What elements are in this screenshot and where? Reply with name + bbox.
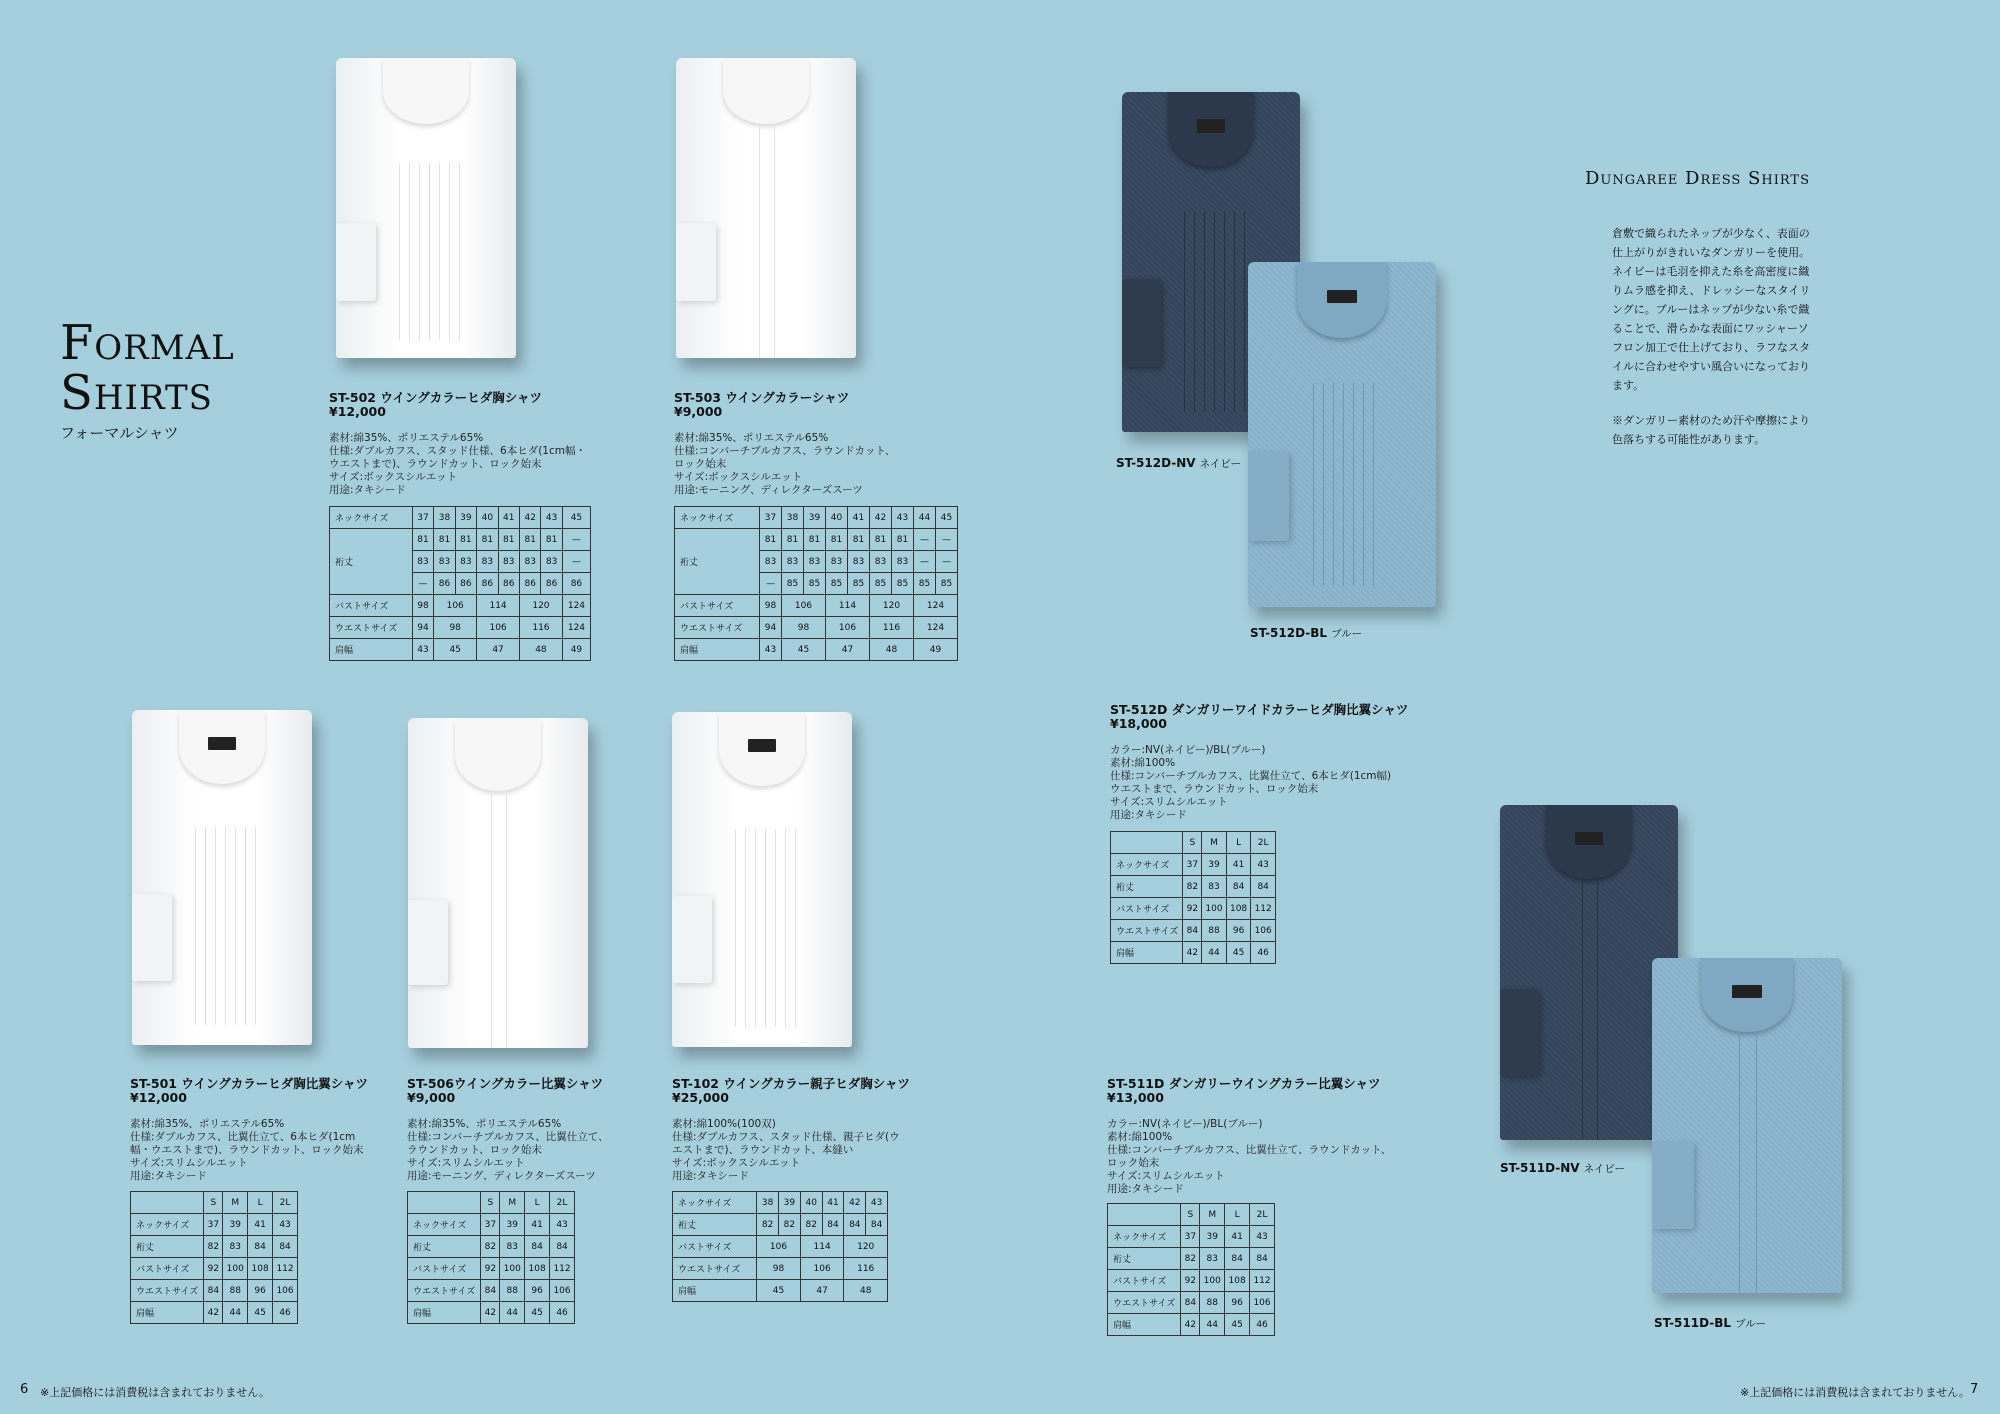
product-name: ST-501 ウイングカラーヒダ胸比翼シャツ — [130, 1076, 368, 1091]
shirt-image-st503 — [676, 58, 856, 358]
shirt-image-st102 — [672, 712, 852, 1047]
size-table-st501: S M L 2L ネックサイズ 37 39 41 43 裄丈 82 83 84 84 バストサイズ 92 100 108 112 ウエストサイズ 84 88 96 106 肩幅 42 44 45 46 — [130, 1191, 298, 1324]
product-price: ¥18,000 — [1110, 716, 1167, 731]
dungaree-title: Dungaree Dress Shirts — [1585, 168, 1810, 189]
size-table-st102: ネックサイズ 38 39 40 41 42 43 裄丈 82 82 82 84 84 84 バストサイズ 106 114 120 ウエストサイズ 98 106 116 肩幅 45 47 48 — [672, 1191, 888, 1302]
dungaree-description: 倉敷で織られたネップが少なく、表面の仕上がりがきれいなダンガリーを使用。ネイビーは毛羽を抑えた糸を高密度に織りムラ感を抑え、ドレッシーなスタイリングに。ブルーはネップが少ない糸で織ることで、滑らかな表面にワッシャーソフロン加工で仕上げており、ラフなスタイルに合わせやすい風合いになっております。 ※ダンガリー素材のため汗や摩擦により色落ちする可能性があります。 — [1612, 227, 1811, 446]
shirt-image-st501 — [132, 710, 312, 1045]
product-price: ¥12,000 — [130, 1090, 187, 1105]
page-title: Formal Shirts — [60, 315, 235, 421]
shirt-image-st512d-bl — [1248, 262, 1436, 607]
variant-label: ST-511D-BL ブルー — [1654, 1316, 1767, 1330]
product-spec: 素材:綿35%、ポリエステル65% 仕様:コンバーチブルカフス、ラウンドカット、 ロック始末 サイズ:ボックスシルエット 用途:モーニング、ディレクターズスーツ — [674, 432, 896, 496]
product-price: ¥9,000 — [674, 404, 723, 419]
page-number-right: 7 — [1970, 1382, 1979, 1397]
shirt-image-st506 — [408, 718, 588, 1048]
variant-label: ST-512D-NV ネイビー — [1116, 456, 1241, 470]
size-table-st511d: S M L 2L ネックサイズ 37 39 41 43 裄丈 82 83 84 84 バストサイズ 92 100 108 112 ウエストサイズ 84 88 96 106 肩幅 42 44 45 46 — [1107, 1203, 1275, 1336]
product-price: ¥12,000 — [329, 404, 386, 419]
product-spec: 素材:綿35%、ポリエステル65% 仕様:ダブルカフス、比翼仕立て、6本ヒダ(1cm 幅・ウエストまで)、ラウンドカット、ロック始末 サイズ:スリムシルエット 用途:タキシード — [130, 1118, 364, 1182]
size-table-st503: ネックサイズ 37 38 39 40 41 42 43 44 45 裄丈 81 81 81 81 81 81 81 — — 83 83 83 83 83 83 83 — — — 85 85 85 85 85 85 85 85 バストサイズ 98 106 114 120 124 ウエストサイズ 94 98 106 116 124 肩幅 43 45 47 48 49 — [674, 506, 958, 661]
product-price: ¥25,000 — [672, 1090, 729, 1105]
tax-note-right: ※上記価格には消費税は含まれておりません。 — [1740, 1386, 1970, 1399]
variant-label: ST-511D-NV ネイビー — [1500, 1161, 1625, 1175]
product-name: ST-503 ウイングカラーシャツ — [674, 390, 850, 405]
product-name: ST-512D ダンガリーワイドカラーヒダ胸比翼シャツ — [1110, 702, 1409, 717]
page-subtitle: フォーマルシャツ — [60, 424, 179, 442]
product-price: ¥13,000 — [1107, 1090, 1164, 1105]
shirt-image-st511d-bl — [1652, 958, 1842, 1293]
product-spec: カラー:NV(ネイビー)/BL(ブルー) 素材:綿100% 仕様:コンバーチブルカフス、比翼仕立て、ラウンドカット、 ロック始末 サイズ:スリムシルエット 用途:タキシード — [1107, 1118, 1392, 1195]
product-name: ST-502 ウイングカラーヒダ胸シャツ — [329, 390, 542, 405]
page-number-left: 6 — [20, 1382, 29, 1397]
product-name: ST-511D ダンガリーウイングカラー比翼シャツ — [1107, 1076, 1381, 1091]
size-table-st502: ネックサイズ 37 38 39 40 41 42 43 45 裄丈 81 81 81 81 81 81 81 — 83 83 83 83 83 83 83 — — 86 86 86 86 86 86 86 バストサイズ 98 106 114 120 124 ウエストサイズ 94 98 106 116 124 肩幅 43 45 47 48 49 — [329, 506, 591, 661]
product-spec: カラー:NV(ネイビー)/BL(ブルー) 素材:綿100% 仕様:コンバーチブルカフス、比翼仕立て、6本ヒダ(1cm幅) ウエストまで、ラウンドカット、ロック始末 サイズ:スリムシルエット 用途:タキシード — [1110, 744, 1392, 821]
tax-note-left: ※上記価格には消費税は含まれておりません。 — [40, 1386, 270, 1399]
size-table-st512d: S M L 2L ネックサイズ 37 39 41 43 裄丈 82 83 84 84 バストサイズ 92 100 108 112 ウエストサイズ 84 88 96 106 肩幅 42 44 45 46 — [1110, 831, 1276, 964]
product-price: ¥9,000 — [407, 1090, 456, 1105]
product-name: ST-506ウイングカラー比翼シャツ — [407, 1076, 604, 1091]
shirt-image-st502 — [336, 58, 516, 358]
variant-label: ST-512D-BL ブルー — [1250, 626, 1363, 640]
product-spec: 素材:綿35%、ポリエステル65% 仕様:ダブルカフス、スタッド仕様、6本ヒダ(1cm幅・ ウエストまで)、ラウンドカット、ロック始末 サイズ:ボックスシルエット 用途:タキシード — [329, 432, 586, 496]
product-spec: 素材:綿35%、ポリエステル65% 仕様:コンバーチブルカフス、比翼仕立て、 ラウンドカット、ロック始末 サイズ:スリムシルエット 用途:モーニング、ディレクターズスーツ — [407, 1118, 609, 1182]
product-name: ST-102 ウイングカラー親子ヒダ胸シャツ — [672, 1076, 910, 1091]
size-table-st506: S M L 2L ネックサイズ 37 39 41 43 裄丈 82 83 84 84 バストサイズ 92 100 108 112 ウエストサイズ 84 88 96 106 肩幅 42 44 45 46 — [407, 1191, 575, 1324]
product-spec: 素材:綿100%(100双) 仕様:ダブルカフス、スタッド仕様、親子ヒダ(ウ エストまで)、ラウンドカット、本縫い サイズ:ボックスシルエット 用途:タキシード — [672, 1118, 900, 1182]
